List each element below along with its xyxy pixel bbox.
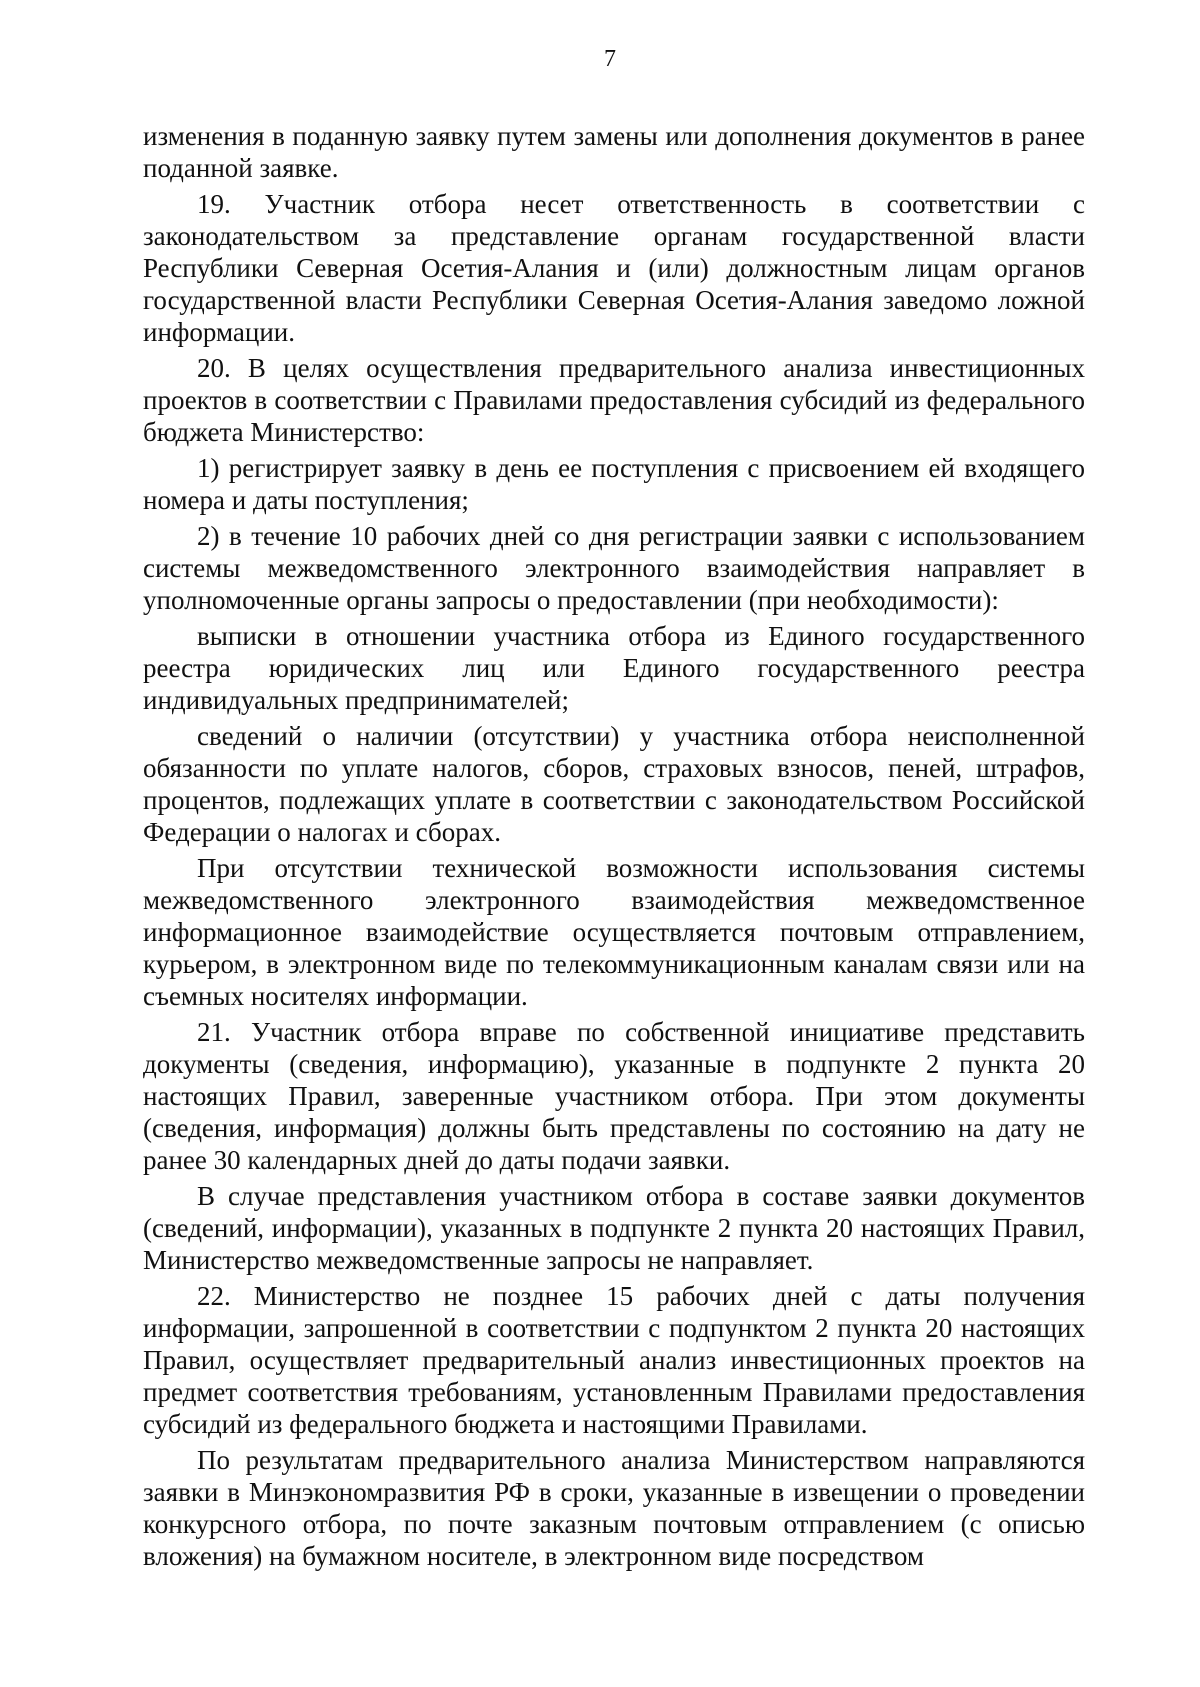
paragraph-continuation: изменения в поданную заявку путем замены или дополнения документов в ранее поданной заявке. bbox=[143, 121, 1085, 183]
paragraph-extract-request: выписки в отношении участника отбора из Единого государственного реестра юридических лиц или Единого государственного реестра индивидуальных предпринимателей; bbox=[143, 621, 1085, 715]
paragraph-item-20: 20. В целях осуществления предварительного анализа инвестиционных проектов в соответствии с Правилами предоставления субсидий из федерального бюджета Министерство: bbox=[143, 353, 1085, 447]
paragraph-item-22: 22. Министерство не позднее 15 рабочих дней с даты получения информации, запрошенной в соответствии с подпунктом 2 пункта 20 настоящих Правил, осуществляет предварительный анализ инвестиционных проектов на предмет соответствия требованиям, установленным Правилами предоставления субсидий из федерального бюджета и настоящими Правилами. bbox=[143, 1281, 1085, 1439]
paragraph-subitem-1: 1) регистрирует заявку в день ее поступления с присвоением ей входящего номера и даты поступления; bbox=[143, 453, 1085, 515]
paragraph-no-technical-possibility: При отсутствии технической возможности использования системы межведомственного электронного взаимодействия межведомственное информационное взаимодействие осуществляется почтовым отправлением, курьером, в электронном виде по телекоммуникационным каналам связи или на съемных носителях информации. bbox=[143, 853, 1085, 1011]
document-body bbox=[143, 120, 1085, 1576]
paragraph-results: По результатам предварительного анализа Министерством направляются заявки в Минэкономразвития РФ в сроки, указанные в извещении о проведении конкурсного отбора, по почте заказным почтовым отправлением (с описью вложения) на бумажном носителе, в электронном виде посредством bbox=[143, 1445, 1085, 1571]
paragraph-no-requests: В случае представления участником отбора в составе заявки документов (сведений, информации), указанных в подпункте 2 пункта 20 настоящих Правил, Министерство межведомственные запросы не направляет. bbox=[143, 1181, 1085, 1275]
paragraph-tax-info-request: сведений о наличии (отсутствии) у участника отбора неисполненной обязанности по уплате налогов, сборов, страховых взносов, пеней, штрафов, процентов, подлежащих уплате в соответствии с законодательством Российской Федерации о налогах и сборах. bbox=[143, 721, 1085, 847]
paragraph-item-21: 21. Участник отбора вправе по собственной инициативе представить документы (сведения, информацию), указанные в подпункте 2 пункта 20 настоящих Правил, заверенные участником отбора. При этом документы (сведения, информация) должны быть представлены по состоянию на дату не ранее 30 календарных дней до даты подачи заявки. bbox=[143, 1017, 1085, 1175]
page-number: 7 bbox=[604, 46, 616, 72]
paragraph-item-19: 19. Участник отбора несет ответственность в соответствии с законодательством за представление органам государственной власти Республики Северная Осетия-Алания и (или) должностным лицам органов государственной власти Республики Северная Осетия-Алания заведомо ложной информации. bbox=[143, 189, 1085, 347]
paragraph-subitem-2: 2) в течение 10 рабочих дней со дня регистрации заявки с использованием системы межведомственного электронного взаимодействия направляет в уполномоченные органы запросы о предоставлении (при необходимости): bbox=[143, 521, 1085, 615]
